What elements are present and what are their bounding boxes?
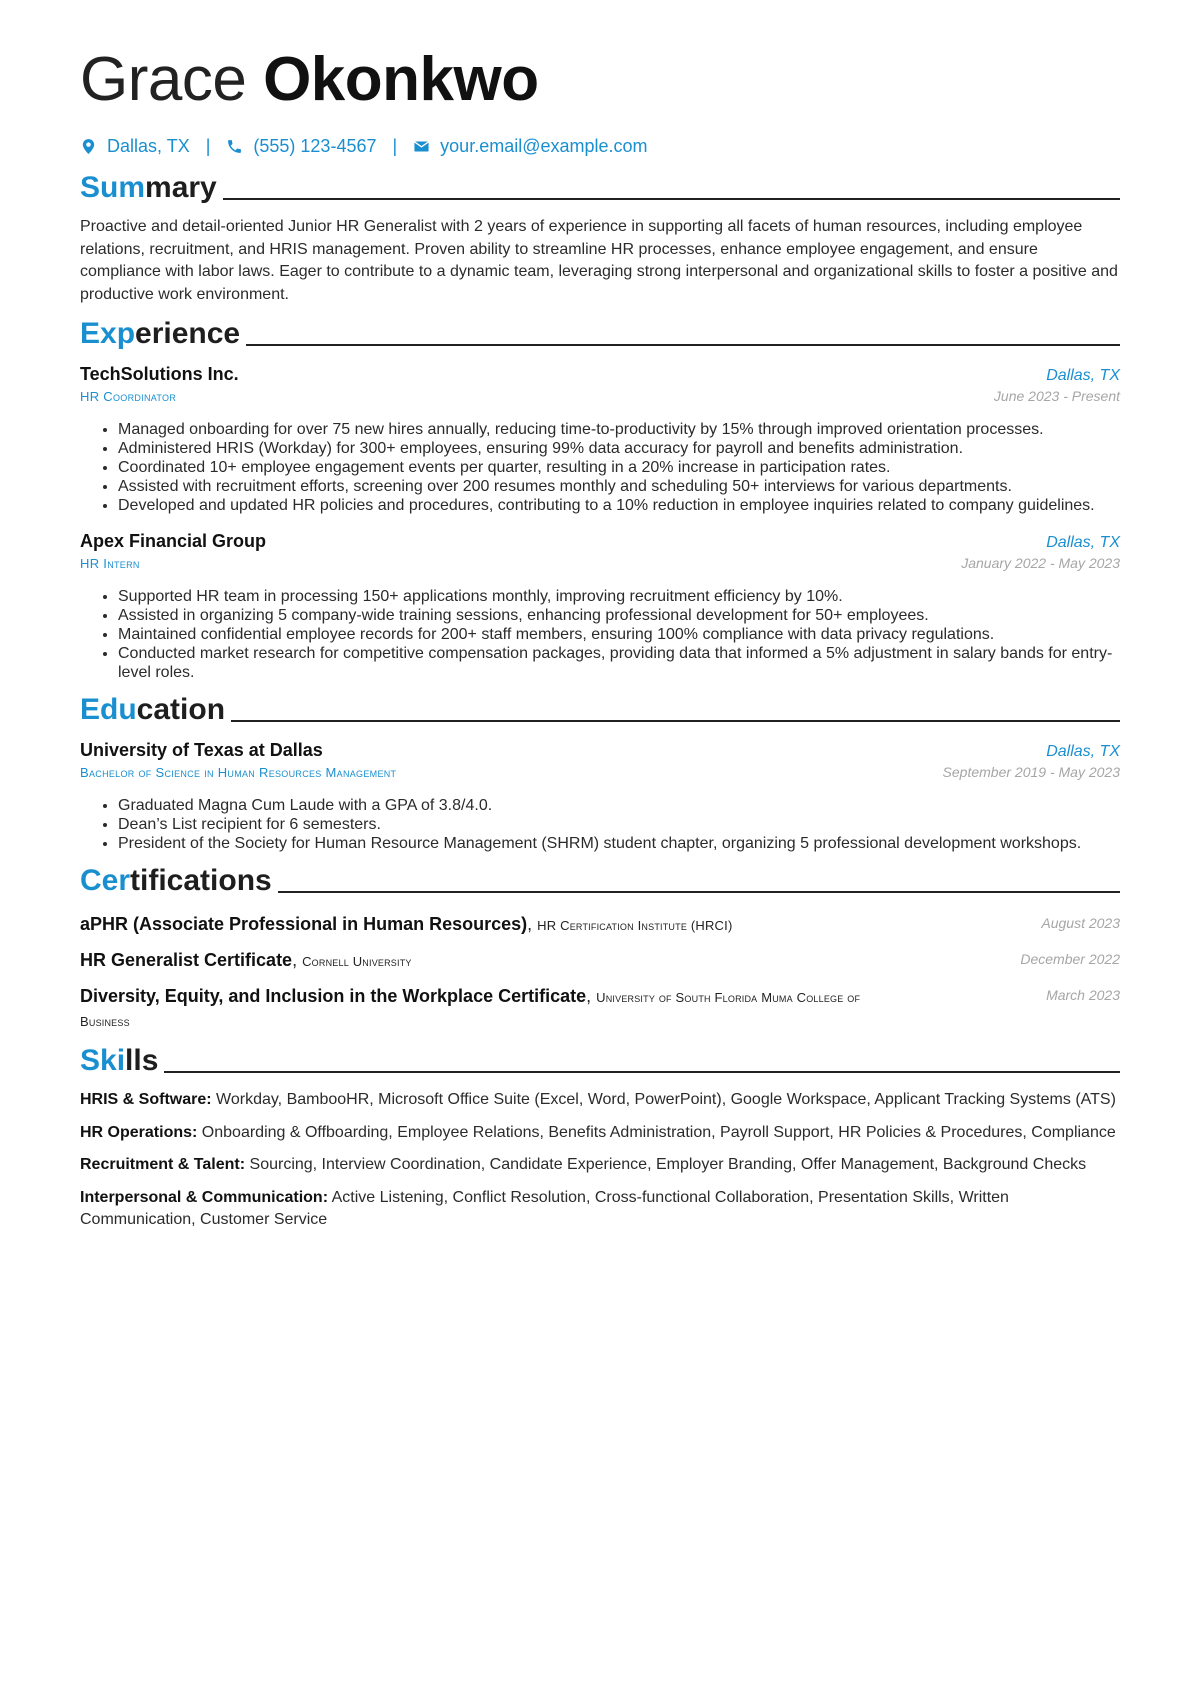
education-bullets <box>80 796 1120 853</box>
certification-name: HR Generalist Certificate <box>80 950 293 970</box>
degree-title: Bachelor of Science in Human Resources Management <box>80 765 397 780</box>
contact-separator: | <box>392 135 398 156</box>
list-item: • Supported HR team in processing 150+ applications monthly, improving recruitment efficiency by 10%. <box>118 587 1120 606</box>
section-heading <box>80 863 1120 899</box>
skill-group <box>80 1089 1120 1112</box>
job-dates: January 2022 - May 2023 <box>961 555 1120 571</box>
skills-section <box>80 1043 1120 1232</box>
experience-entry <box>80 362 1120 515</box>
skill-group <box>80 1154 1120 1177</box>
skill-label: HR Operations: <box>80 1123 198 1141</box>
phone-text: (555) 123-4567 <box>253 135 377 156</box>
experience-entry <box>80 529 1120 682</box>
certifications-section <box>80 863 1120 1033</box>
job-bullets <box>80 587 1120 682</box>
skill-values: Active Listening, Conflict Resolution, Cross-functional Collaboration, Presentation Skills, Written Communication, Customer Service <box>80 1188 1009 1228</box>
section-title: Experience <box>80 317 241 350</box>
section-heading <box>80 1043 1120 1079</box>
job-location: Dallas, TX <box>1046 534 1120 551</box>
location-text: Dallas, TX <box>107 135 190 156</box>
company-name: Apex Financial Group <box>80 531 267 551</box>
education-section <box>80 692 1120 853</box>
certification-entry: aPHR (Associate Professional in Human Resources), HR Certification Institute (HRCI) August 2023 <box>80 914 1120 934</box>
list-item: • Dean’s List recipient for 6 semesters. <box>118 815 1120 834</box>
list-item: • Conducted market research for competitive compensation packages, providing data that informed a 5% adjustment in salary bands for entry-level roles. <box>118 644 1120 682</box>
section-title: Education <box>80 693 226 726</box>
summary-section <box>80 170 1120 306</box>
job-title: HR Coordinator <box>80 389 177 404</box>
map-pin-icon <box>80 138 97 155</box>
job-title: HR Intern <box>80 556 140 571</box>
list-item: • Administered HRIS (Workday) for 300+ employees, ensuring 99% data accuracy for payroll and benefits administration. <box>118 439 1120 458</box>
skill-group <box>80 1122 1120 1145</box>
contact-email[interactable] <box>413 136 647 157</box>
section-divider <box>223 198 1120 200</box>
list-item: • Assisted with recruitment efforts, screening over 200 resumes monthly and scheduling 50+ interviews for various departments. <box>118 477 1120 496</box>
list-item: • President of the Society for Human Resource Management (SHRM) student chapter, organizing 5 professional development workshops. <box>118 834 1120 853</box>
certification-issuer: University of South Florida Muma College of Business <box>80 990 861 1029</box>
skill-label: Recruitment & Talent: <box>80 1156 246 1173</box>
experience-section <box>80 316 1120 682</box>
contact-location <box>80 136 190 157</box>
section-title: Certifications <box>80 864 272 897</box>
list-item: • Managed onboarding for over 75 new hires annually, reducing time-to-productivity by 15% through improved orientation processes. <box>118 420 1120 439</box>
envelope-icon <box>413 138 430 155</box>
email-link[interactable]: your.email@example.com <box>440 135 648 156</box>
list-item: • Developed and updated HR policies and procedures, contributing to a 10% reduction in employee inquiries related to company guidelines. <box>118 496 1120 515</box>
certifications-list <box>80 913 1120 1033</box>
contact-separator: | <box>205 135 211 156</box>
contact-phone[interactable] <box>226 136 376 157</box>
summary-text: Proactive and detail-oriented Junior HR Generalist with 2 years of experience in supporting all facets of human resources, including employee relations, recruitment, and HRIS management. Proven ability to streamline HR processes, enhance employee engagement, and ensure compliance with labor laws. Eager to contribute to a dynamic team, leveraging strong interpersonal and organizational skills to foster a positive and productive work environment. <box>80 218 1118 303</box>
list-item: • Graduated Magna Cum Laude with a GPA of 3.8/4.0. <box>118 796 1120 815</box>
education-dates: September 2019 - May 2023 <box>942 764 1120 780</box>
certification-entry: HR Generalist Certificate, Cornell University December 2022 <box>80 950 1120 970</box>
section-divider <box>246 344 1120 346</box>
section-heading <box>80 170 1120 206</box>
skill-values: Onboarding & Offboarding, Employee Relations, Benefits Administration, Payroll Support, HR Policies & Procedures, Compliance <box>201 1123 1116 1141</box>
skill-label: Interpersonal & Communication: <box>80 1188 329 1206</box>
phone-icon <box>226 138 243 155</box>
job-location: Dallas, TX <box>1046 367 1120 384</box>
skill-group <box>80 1187 1120 1232</box>
job-bullets <box>80 420 1120 515</box>
list-item: • Maintained confidential employee records for 200+ staff members, ensuring 100% compliance with data privacy regulations. <box>118 625 1120 644</box>
skill-label: HRIS & Software: <box>80 1091 212 1108</box>
certification-date: March 2023 <box>1046 987 1120 1003</box>
certification-issuer: HR Certification Institute (HRCI) <box>537 918 733 933</box>
job-dates: June 2023 - Present <box>993 388 1120 404</box>
last-name: Okonkwo <box>263 45 539 114</box>
school-name: University of Texas at Dallas <box>80 740 323 760</box>
section-title: Summary <box>80 171 217 204</box>
company-name: TechSolutions Inc. <box>80 364 239 384</box>
school-location: Dallas, TX <box>1046 743 1120 760</box>
resume-page <box>80 40 1120 1232</box>
certification-entry: Diversity, Equity, and Inclusion in the Workplace Certificate, University of South Florida Muma College of Business March 2023 <box>80 986 1120 1029</box>
list-item: • Assisted in organizing 5 company-wide training sessions, enhancing professional development for 50+ employees. <box>118 606 1120 625</box>
contact-bar <box>80 132 1120 160</box>
skill-values: Sourcing, Interview Coordination, Candidate Experience, Employer Branding, Offer Management, Background Checks <box>249 1156 1087 1173</box>
section-title: Skills <box>80 1044 159 1077</box>
list-item: • Coordinated 10+ employee engagement events per quarter, resulting in a 20% increase in participation rates. <box>118 458 1120 477</box>
section-divider <box>278 891 1120 893</box>
certification-date: December 2022 <box>1020 951 1120 967</box>
section-divider <box>164 1071 1120 1073</box>
education-entry <box>80 738 1120 853</box>
section-heading <box>80 692 1120 728</box>
certification-name: aPHR (Associate Professional in Human Resources) <box>80 914 528 934</box>
section-divider <box>231 720 1120 722</box>
certification-name: Diversity, Equity, and Inclusion in the Workplace Certificate <box>80 986 587 1006</box>
skill-values: Workday, BambooHR, Microsoft Office Suite (Excel, Word, PowerPoint), Google Workspace, Applicant Tracking Systems (ATS) <box>216 1091 1116 1108</box>
certification-date: August 2023 <box>1041 915 1120 931</box>
section-heading <box>80 316 1120 352</box>
first-name: Grace <box>80 45 247 114</box>
certification-issuer: Cornell University <box>302 954 412 969</box>
candidate-name <box>80 40 1120 120</box>
